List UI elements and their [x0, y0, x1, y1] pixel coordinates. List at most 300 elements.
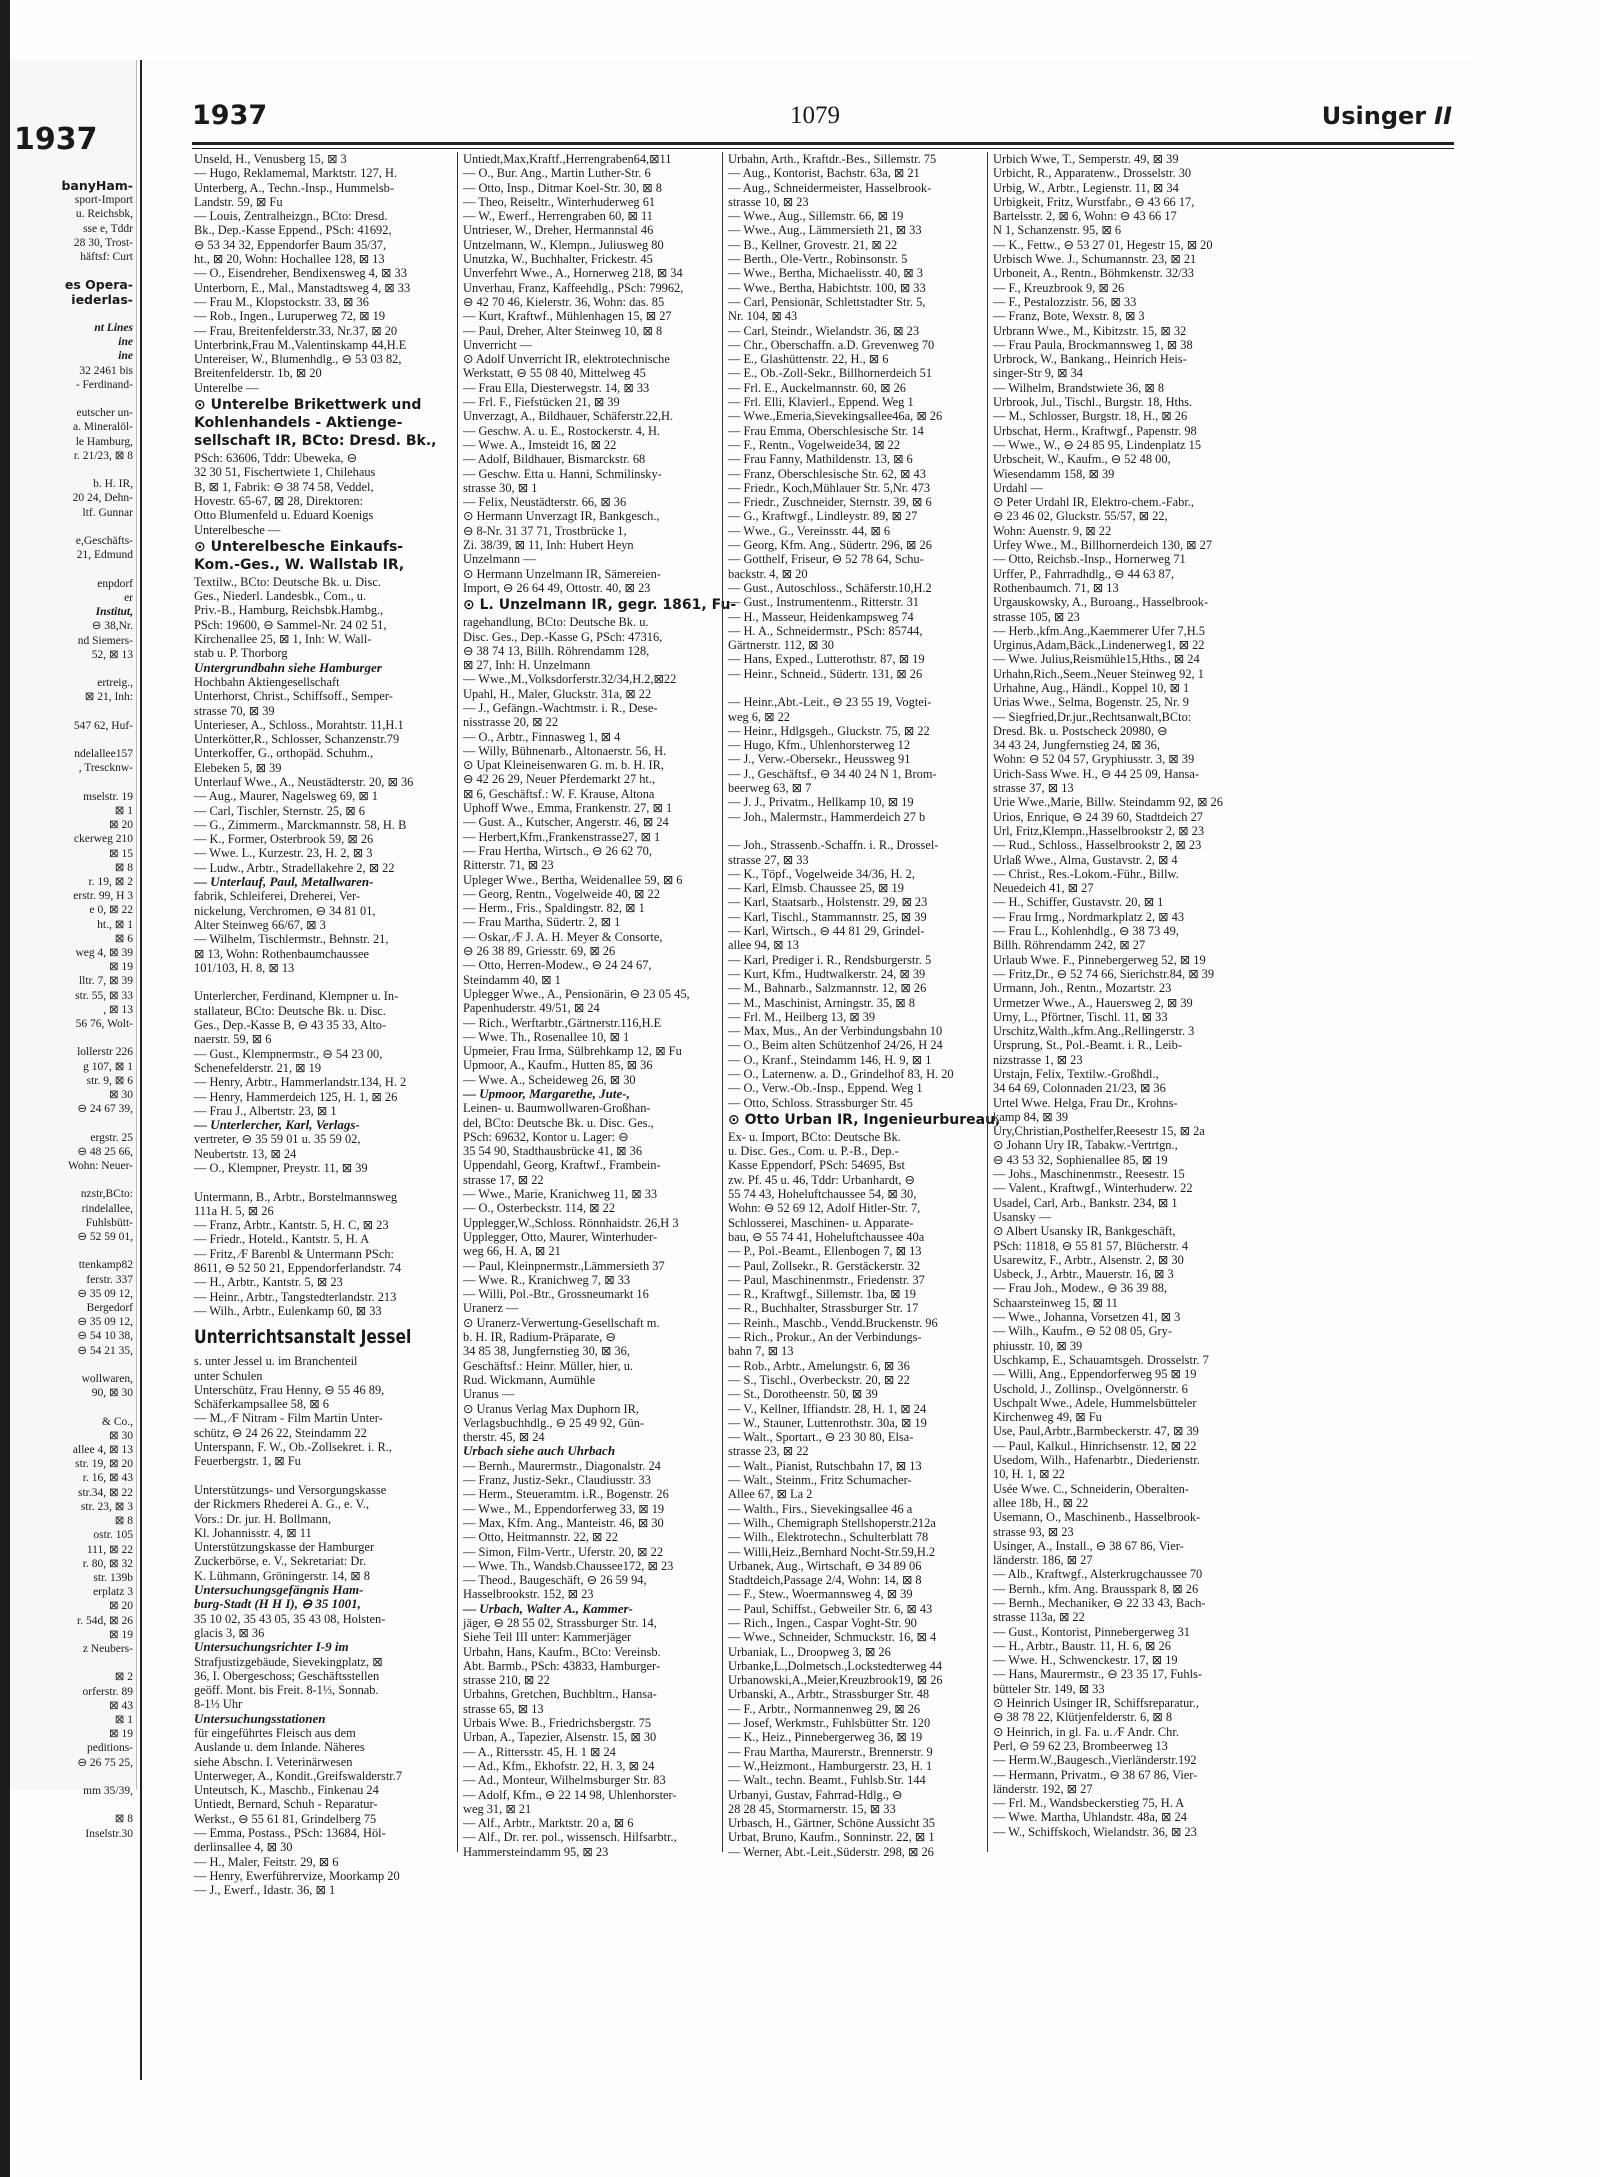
- directory-entry: — Frau M., Klopstockstr. 33, ⊠ 36: [194, 294, 369, 309]
- directory-entry: b. H. IR, Radium-Präparate, ⊖: [463, 1330, 616, 1345]
- directory-entry: — Wilh., Elektrotechn., Schulterblatt 78: [728, 1530, 929, 1545]
- directory-entry: — S., Tischl., Overbeckstr. 20, ⊠ 22: [728, 1372, 910, 1387]
- previous-page-line: ⊠ 8: [114, 1813, 133, 1826]
- directory-entry: Breitenfelderstr. 1b, ⊠ 20: [194, 366, 322, 381]
- directory-entry: Url, Fritz,Klempn.,Hasselbrookstr 2, ⊠ 23: [993, 823, 1205, 838]
- previous-page-line: str. 55, ⊠ 33: [75, 989, 133, 1002]
- directory-entry: — G., Kraftwgf., Lindleystr. 89, ⊠ 27: [728, 509, 918, 524]
- directory-entry: — Wwe., M., Eppendorferweg 33, ⊠ 19: [463, 1501, 665, 1516]
- directory-entry: — H., Masseur, Heidenkampsweg 74: [728, 609, 914, 624]
- directory-entry: Untzelmann, W., Klempn., Juliusweg 80: [463, 237, 664, 252]
- previous-page-line: ⊠ 19: [108, 1628, 133, 1641]
- previous-page-line: r. 21/23, ⊠ 8: [73, 449, 133, 462]
- directory-entry: — Reinh., Maschb., Vendd.Bruckenstr. 96: [728, 1315, 938, 1330]
- directory-entry: PSch: 63606, Tddr: Ubeweka, ⊖: [194, 451, 357, 466]
- directory-entry: Uschpalt Wwe., Adele, Hummelsbütteler: [993, 1395, 1197, 1410]
- directory-entry: — Paul, Maschinenmstr., Friedenstr. 37: [728, 1272, 925, 1287]
- directory-entry: Unverzagt, A., Bildhauer, Schäferstr.22,H.: [463, 409, 674, 424]
- directory-entry: für eingeführtes Fleisch aus dem: [194, 1725, 356, 1740]
- directory-entry: Unterhorst, Christ., Schiffsoff., Semper-: [194, 689, 393, 704]
- directory-entry: Urbaniak, L., Droopweg 3, ⊠ 26: [728, 1644, 891, 1659]
- directory-entry: ⊖ 26 38 89, Griesstr. 69, ⊠ 26: [463, 944, 616, 959]
- directory-entry: — Gust. A., Kutscher, Angerstr. 46, ⊠ 24: [463, 815, 669, 830]
- header-rule-thick: [192, 142, 1454, 145]
- directory-entry: del, BCto: Deutsche Bk. u. Disc. Ges.,: [463, 1115, 654, 1130]
- directory-entry: — Gust., Autoschloss., Schäferstr.10,H.2: [728, 580, 932, 595]
- previous-page-line: b. H. IR,: [93, 478, 133, 491]
- previous-page-line: banyHam-: [61, 178, 133, 193]
- directory-entry: Billh. Röhrendamm 242, ⊠ 27: [993, 938, 1146, 953]
- directory-entry: Otto Blumenfeld u. Eduard Koenigs: [194, 508, 374, 523]
- directory-entry: — Wwe. Th., Rosenallee 10, ⊠ 1: [463, 1029, 630, 1044]
- directory-entry: s. unter Jessel u. im Branchenteil: [194, 1354, 358, 1369]
- directory-entry: Urfey Wwe., M., Billhornerdeich 130, ⊠ 27: [993, 538, 1213, 553]
- previous-page-line: a. Mineralöl-: [72, 421, 133, 434]
- directory-entry: ⊠ 27, Inh: H. Unzelmann: [463, 658, 591, 673]
- directory-entry: Uphoff Wwe., Emma, Frankenstr. 27, ⊠ 1: [463, 801, 673, 816]
- previous-page-line: ht., ⊠ 1: [97, 918, 133, 931]
- directory-entry: — Adolf, Kfm., ⊖ 22 14 98, Uhlenhorster-: [463, 1787, 677, 1802]
- directory-entry: Allee 67, ⊠ La 2: [728, 1487, 813, 1502]
- directory-entry: ⊠ 6, Geschäftsf.: W. F. Krause, Altona: [463, 786, 655, 801]
- previous-page-line: ferstr. 337: [86, 1273, 133, 1286]
- previous-page-line: ⊠ 15: [108, 847, 133, 860]
- directory-entry: ragehandlung, BCto: Deutsche Bk. u.: [463, 615, 649, 630]
- directory-entry: — Alf., Arbtr., Marktstr. 20 a, ⊠ 6: [463, 1816, 634, 1831]
- directory-entry: ⊙ Otto Urban IR, Ingenieurbureau,: [728, 1111, 1001, 1128]
- directory-entry: — Karl, Elmsb. Chaussee 25, ⊠ 19: [728, 881, 904, 896]
- previous-page-line: er: [124, 591, 133, 604]
- directory-entry: PSch: 11818, ⊖ 55 81 57, Blücherstr. 4: [993, 1238, 1189, 1253]
- previous-page-line: ⊠ 8: [114, 1515, 133, 1528]
- header-year: 1937: [192, 100, 268, 131]
- previous-page-line: ckerweg 210: [73, 833, 133, 846]
- directory-entry: Urlaß Wwe., Alma, Gustavstr. 2, ⊠ 4: [993, 852, 1178, 867]
- previous-page-line: str.34, ⊠ 22: [77, 1486, 133, 1499]
- previous-page-line: rindelallee,: [81, 1202, 133, 1215]
- directory-entry: — Max, Mus., An der Verbindungsbahn 10: [728, 1024, 943, 1039]
- previous-page-line: weg 4, ⊠ 39: [75, 946, 133, 959]
- previous-page-line: iederlas-: [71, 291, 133, 307]
- directory-entry: weg 6, ⊠ 22: [728, 709, 791, 724]
- directory-entry: — Wwe., Bertha, Michaelisstr. 40, ⊠ 3: [728, 266, 923, 281]
- directory-entry: fabrik, Schleiferei, Dreherei, Ver-: [194, 889, 361, 904]
- directory-entry: Auslande u. dem Inlande. Näheres: [194, 1740, 365, 1755]
- directory-entry: Kl. Johannisstr. 4, ⊠ 11: [194, 1525, 312, 1540]
- previous-page-line: r. 16, ⊠ 43: [82, 1472, 133, 1485]
- directory-entry: Urboneit, A., Rentn., Böhmkenstr. 32/33: [993, 266, 1194, 281]
- directory-entry: — Frau Paula, Brockmannsweg 1, ⊠ 38: [993, 337, 1193, 352]
- directory-entry: Urias Wwe., Selma, Bogenstr. 25, Nr. 9: [993, 695, 1189, 710]
- directory-entry: Schlosserei, Maschinen- u. Apparate-: [728, 1215, 914, 1230]
- directory-entry: ⊖ 42 26 29, Neuer Pferdemarkt 27 ht.,: [463, 772, 656, 787]
- directory-entry: Upahl, H., Maler, Gluckstr. 31a, ⊠ 22: [463, 686, 652, 701]
- directory-entry: K. Lühmann, Gröningerstr. 14, ⊠ 8: [194, 1568, 370, 1583]
- previous-page-line: ⊖ 35 09 12,: [77, 1287, 133, 1300]
- directory-entry: Hochbahn Aktiengesellschaft: [194, 674, 340, 689]
- directory-entry: Uplegger Wwe., A., Pensionärin, ⊖ 23 05 45,: [463, 986, 690, 1001]
- directory-entry: Wohn: ⊖ 52 69 12, Adolf Hitler-Str. 7,: [728, 1201, 921, 1216]
- directory-entry: — Carl, Tischler, Sternstr. 25, ⊠ 6: [194, 803, 365, 818]
- previous-page-fragment: [10, 60, 137, 1840]
- directory-entry: [194, 1469, 452, 1483]
- directory-entry: Urschitz,Walth.,kfm.Ang.,Rellingerstr. 3: [993, 1024, 1195, 1039]
- previous-page-line: ⊠ 8: [114, 861, 133, 874]
- previous-page-line: sport-Import: [74, 194, 133, 207]
- directory-entry: Upmoor, A., Kaufm., Hutten 85, ⊠ 36: [463, 1058, 653, 1073]
- directory-entry: beerweg 63, ⊠ 7: [728, 781, 812, 796]
- directory-entry: — Frau Martha, Südertr. 2, ⊠ 1: [463, 915, 621, 930]
- directory-entry: 34 85 38, Jungfernstieg 30, ⊠ 36,: [463, 1344, 630, 1359]
- directory-entry: Unterstützungskasse der Hamburger: [194, 1540, 375, 1555]
- previous-page-line: ⊠ 2: [114, 1671, 133, 1684]
- previous-page-line: lollerstr 226: [77, 1046, 133, 1059]
- previous-page-line: ⊠ 19: [108, 1728, 133, 1741]
- directory-entry: Geschäftsf.: Heinr. Müller, hier, u.: [463, 1358, 634, 1373]
- directory-entry: — H., Maler, Feitstr. 29, ⊠ 6: [194, 1854, 339, 1869]
- directory-page: [140, 60, 1472, 2080]
- directory-entry: — Walt., Sportart., ⊖ 23 30 80, Elsa-: [728, 1430, 914, 1445]
- directory-entry: — H., Arbtr., Kantstr. 5, ⊠ 23: [194, 1275, 343, 1290]
- directory-entry: Hasselbrookstr. 152, ⊠ 23: [463, 1587, 594, 1602]
- directory-entry: — Wwe., Schneider, Schmuckstr. 16, ⊠ 4: [728, 1630, 937, 1645]
- directory-entry: ⊖ 38 78 22, Klütjenfelderstr. 6, ⊠ 8: [993, 1710, 1173, 1725]
- directory-entry: Kasse Eppendorf, PSch: 54695, Bst: [728, 1158, 905, 1173]
- previous-page-line: ⊖ 26 75 25,: [77, 1756, 133, 1769]
- directory-entry: Urbisch Wwe. J., Schumannstr. 23, ⊠ 21: [993, 252, 1197, 267]
- directory-entry: phiusstr. 10, ⊠ 39: [993, 1338, 1083, 1353]
- directory-entry: ⊖ 53 34 32, Eppendorfer Baum 35/37,: [194, 237, 387, 252]
- previous-page-line: ertreig.,: [97, 677, 133, 690]
- previous-page-line: 20 24, Dehn-: [72, 492, 133, 505]
- directory-entry: — F., Stew., Woermannsweg 4, ⊠ 39: [728, 1587, 913, 1602]
- directory-entry: Untiedt, Bernard, Schuh - Reparatur-: [194, 1797, 378, 1812]
- directory-entry: Urbasch, H., Gärtner, Schöne Aussicht 35: [728, 1816, 936, 1831]
- directory-entry: Strafjustizgebäude, Sievekingplatz, ⊠: [194, 1654, 383, 1669]
- directory-entry: — W., Stauner, Luttenrothstr. 30a, ⊠ 19: [728, 1415, 927, 1430]
- directory-entry: strasse 93, ⊠ 23: [993, 1524, 1074, 1539]
- directory-entry: Urgauskowsky, A., Buroang., Hasselbrook-: [993, 595, 1209, 610]
- directory-entry: — Otto, Insp., Ditmar Koel-Str. 30, ⊠ 8: [463, 180, 662, 195]
- scan-dark-edge: [0, 0, 10, 2177]
- previous-page-line: le Hamburg,: [75, 435, 133, 448]
- previous-page-line: 32 2461 bis: [79, 364, 133, 377]
- directory-entry: Kirchenallee 25, ⊠ 1, Inh: W. Wall-: [194, 632, 372, 647]
- directory-entry: Schäferkampsallee 58, ⊠ 6: [194, 1397, 329, 1412]
- directory-entry: — Frau J., Albertstr. 23, ⊠ 1: [194, 1103, 337, 1118]
- directory-entry: ⊙ Adolf Unverricht IR, elektrotechnische: [463, 352, 670, 367]
- directory-entry: — Frau Ella, Diesterwegstr. 14, ⊠ 33: [463, 380, 650, 395]
- previous-page-line: lltr. 7, ⊠ 39: [78, 975, 133, 988]
- directory-entry: Stadtdeich,Passage 2/4, Wohn: 14, ⊠ 8: [728, 1573, 922, 1588]
- directory-entry: Bk., Dep.-Kasse Eppend., PSch: 41692,: [194, 223, 392, 238]
- directory-entry: Ges., Niederl. Landesbk., Com., u.: [194, 589, 367, 604]
- directory-entry: — Herm.W.,Baugesch.,Vierländerstr.192: [993, 1753, 1197, 1768]
- directory-entry: Urlaub Wwe. F., Pinnebergerweg 52, ⊠ 19: [993, 952, 1206, 967]
- directory-entry: — Wwe., G., Vereinsstr. 44, ⊠ 6: [728, 523, 891, 538]
- directory-entry: — G., Zimmerm., Marckmannstr. 58, H. B: [194, 817, 407, 832]
- directory-entry: — Simon, Film-Vertr., Uferstr. 20, ⊠ 22: [463, 1544, 664, 1559]
- directory-entry: unter Schulen: [194, 1368, 263, 1383]
- directory-entry: allee 94, ⊠ 13: [728, 938, 799, 953]
- directory-entry: — Hugo, Reklamemal, Marktstr. 127, H.: [194, 166, 398, 181]
- previous-page-line: [10, 1116, 133, 1130]
- directory-entry: Usemann, O., Maschinenb., Hasselbrook-: [993, 1510, 1201, 1525]
- directory-entry: Urbahns, Gretchen, Buchbltrn., Hansa-: [463, 1687, 657, 1702]
- directory-entry: — Wwe., Johanna, Vorsetzen 41, ⊠ 3: [993, 1310, 1181, 1325]
- directory-entry: — Friedr., Koch,Mühlauer Str. 5,Nr. 473: [728, 480, 931, 495]
- directory-entry: — B., Kellner, Grovestr. 21, ⊠ 22: [728, 237, 898, 252]
- directory-entry: Upplegger,W.,Schloss. Rönnhaidstr. 26,H 3: [463, 1215, 679, 1230]
- directory-entry: Urbanowski,A.,Meier,Kreuzbrook19, ⊠ 26: [728, 1673, 943, 1688]
- header-place: Usinger: [1321, 102, 1427, 130]
- directory-entry: weg 31, ⊠ 21: [463, 1801, 532, 1816]
- directory-entry: ⊙ Uranus Verlag Max Duphorn IR,: [463, 1401, 640, 1416]
- directory-entry: Urbig, W., Arbtr., Legienstr. 11, ⊠ 34: [993, 180, 1179, 195]
- directory-entry: — Rob., Ingen., Luruperweg 72, ⊠ 19: [194, 309, 386, 324]
- directory-entry: — Frau Fanny, Mathildenstr. 13, ⊠ 6: [728, 452, 913, 467]
- previous-page-line: Institut,: [95, 606, 133, 619]
- directory-entry: ⊖ 8-Nr. 31 37 71, Trostbrücke 1,: [463, 523, 627, 538]
- directory-entry: — Aug., Kontorist, Bachstr. 63a, ⊠ 21: [728, 166, 920, 181]
- previous-page-line: ⊖ 35 09 12,: [77, 1316, 133, 1329]
- directory-entry: Rud. Wickmann, Aumühle: [463, 1372, 596, 1387]
- directory-entry: Bartelsstr. 2, ⊠ 6, Wohn: ⊖ 43 66 17: [993, 209, 1177, 224]
- directory-entry: — Joh., Malermstr., Hammerdeich 27 b: [728, 809, 926, 824]
- previous-page-line: ndelallee157: [74, 748, 133, 761]
- directory-entry: Usedom, Wilh., Hafenarbtr., Diederienstr.: [993, 1453, 1200, 1468]
- directory-entry: 35 10 02, 35 43 05, 35 43 08, Holsten-: [194, 1611, 386, 1626]
- directory-entry: — Geschw. A. u. E., Rostockerstr. 4, H.: [463, 423, 661, 438]
- header-volume: II: [1434, 102, 1452, 130]
- column-2: [457, 152, 737, 1859]
- previous-page-line: [10, 1798, 133, 1812]
- directory-entry: 35 54 90, Stadthausbrücke 41, ⊠ 36: [463, 1144, 643, 1159]
- directory-entry: — K., Töpf., Vogelweide 34/36, H. 2,: [728, 866, 915, 881]
- directory-entry: Untersuchungsstationen: [194, 1710, 326, 1726]
- directory-entry: Urbanyi, Gustav, Fahrrad-Hdlg., ⊖: [728, 1787, 903, 1802]
- directory-entry: Siehe Teil III unter: Kammerjäger: [463, 1630, 632, 1645]
- directory-entry: — Hans, Maurermstr., ⊖ 23 35 17, Fuhls-: [993, 1667, 1202, 1682]
- directory-entry: nickelung, Verchromen, ⊖ 34 81 01,: [194, 903, 376, 918]
- directory-entry: Unverfehrt Wwe., A., Hornerweg 218, ⊠ 34: [463, 266, 683, 281]
- directory-entry: — K., Former, Osterbrook 59, ⊠ 26: [194, 832, 374, 847]
- header-rule-thin: [192, 148, 1454, 149]
- previous-page-line: [10, 1400, 133, 1414]
- directory-entry: PSch: 19600, ⊖ Sammel-Nr. 24 02 51,: [194, 617, 387, 632]
- directory-entry: Unseld, H., Venusberg 15, ⊠ 3: [194, 152, 347, 166]
- directory-entry: schütz, ⊖ 24 26 22, Steindamm 22: [194, 1425, 367, 1440]
- directory-entry: strasse 27, ⊠ 33: [728, 852, 809, 867]
- directory-entry: Unterstützungs- und Versorgungskasse: [194, 1482, 387, 1497]
- directory-entry: — Otto, Herren-Modew., ⊖ 24 24 67,: [463, 958, 652, 973]
- directory-entry: Import, ⊖ 26 64 49, Ottostr. 40, ⊠ 23: [463, 580, 651, 595]
- directory-entry: — J., Gefängn.-Wachtmstr. i. R., Dese-: [463, 700, 658, 715]
- directory-entry: — Wwe. Th., Wandsb.Chaussee172, ⊠ 23: [463, 1558, 674, 1573]
- directory-entry: bütteler Str. 149, ⊠ 33: [993, 1681, 1105, 1696]
- directory-entry: Uschkamp, E., Schauamtsgeh. Drosselstr. 7: [993, 1352, 1209, 1367]
- directory-entry: strasse 105, ⊠ 23: [993, 609, 1080, 624]
- directory-entry: — O., Arbtr., Finnasweg 1, ⊠ 4: [463, 729, 621, 744]
- directory-entry: — Herm., Fris., Spaldingstr. 82, ⊠ 1: [463, 901, 645, 916]
- directory-entry: — Bernh., Mechaniker, ⊖ 22 33 43, Bach-: [993, 1595, 1206, 1610]
- directory-entry: — Johs., Maschinenmstr., Reesestr. 15: [993, 1167, 1185, 1182]
- directory-entry: — Alf., Dr. rer. pol., wissensch. Hilfsarbtr.,: [463, 1830, 677, 1845]
- directory-entry: — Bernh., Maurermstr., Diagonalstr. 24: [463, 1458, 661, 1473]
- previous-page-line: ⊠ 1: [114, 1713, 133, 1726]
- directory-entry: — O., Laternenw. a. D., Grindelhof 83, H. 20: [728, 1067, 954, 1081]
- directory-entry: — St., Dorotheenstr. 50, ⊠ 39: [728, 1387, 878, 1402]
- directory-entry: Uranus —: [463, 1387, 515, 1402]
- directory-entry: — O., Eisendreher, Bendixensweg 4, ⊠ 33: [194, 266, 407, 281]
- directory-entry: ht., ⊠ 20, Wohn: Hochallee 128, ⊠ 13: [194, 252, 385, 267]
- directory-entry: — Adolf, Bildhauer, Bismarckstr. 68: [463, 452, 646, 467]
- directory-entry: sellschaft IR, BCto: Dresd. Bk.,: [194, 433, 437, 450]
- directory-entry: Untergrundbahn siehe Hamburger: [194, 659, 382, 675]
- directory-entry: — Rud., Schloss., Hasselbrookstr 2, ⊠ 23: [993, 838, 1202, 853]
- directory-entry: — Unterlercher, Karl, Verlags-: [194, 1117, 360, 1133]
- directory-entry: nisstrasse 20, ⊠ 22: [463, 715, 559, 730]
- directory-entry: — Hermann, Privatm., ⊖ 38 67 86, Vier-: [993, 1767, 1198, 1782]
- directory-entry: Urbach siehe auch Uhrbach: [463, 1443, 616, 1459]
- directory-entry: Ury,Christian,Posthelfer,Reesestr 15, ⊠ 2a: [993, 1124, 1205, 1139]
- directory-entry: [728, 681, 982, 695]
- directory-entry: Unterborn, E., Mal., Manstadtsweg 4, ⊠ 33: [194, 280, 411, 295]
- directory-entry: — Carl, Steindr., Wielandstr. 36, ⊠ 23: [728, 323, 920, 338]
- directory-entry: 8611, ⊖ 52 50 21, Eppendorferlandstr. 74: [194, 1261, 402, 1276]
- previous-page-line: str. 9, ⊠ 6: [86, 1074, 133, 1087]
- directory-entry: Urny, L., Pförtner, Tischl. 11, ⊠ 33: [993, 1009, 1168, 1024]
- directory-entry: — J., Verw.-Obersekr., Heussweg 91: [728, 752, 911, 767]
- directory-entry: — F., Arbtr., Normannenweg 29, ⊠ 26: [728, 1701, 921, 1716]
- previous-page-line: 111, ⊠ 22: [86, 1543, 133, 1556]
- directory-entry: Unutzka, W., Buchhalter, Frickestr. 45: [463, 252, 653, 267]
- directory-entry: Ritterstr. 71, ⊠ 23: [463, 858, 554, 873]
- directory-entry: — Wwe.,M.,Volksdorferstr.32/34,H.2,⊠22: [463, 672, 677, 687]
- directory-entry: — Gust., Kontorist, Pinnebergerweg 31: [993, 1624, 1190, 1639]
- directory-entry: — Frau L., Kohlenhdlg., ⊖ 38 73 49,: [993, 924, 1179, 939]
- directory-entry: Unterberg, A., Techn.-Insp., Hummelsb-: [194, 180, 394, 195]
- directory-entry: — J. J., Privatm., Hellkamp 10, ⊠ 19: [728, 795, 914, 810]
- previous-page-line: , Trescknw-: [78, 762, 133, 775]
- directory-entry: — O., Verw.-Ob.-Insp., Eppend. Weg 1: [728, 1081, 923, 1096]
- previous-page-line: ⊠ 6: [114, 932, 133, 945]
- directory-entry: strasse 30, ⊠ 1: [463, 480, 538, 495]
- previous-page-line: ⊖ 38,Nr.: [91, 620, 133, 633]
- previous-page-line: [10, 562, 133, 576]
- directory-entry: Kom.-Ges., W. Wallstab IR,: [194, 556, 405, 573]
- previous-page-line: mselstr. 19: [83, 790, 133, 803]
- previous-page-line: ine: [118, 336, 133, 349]
- directory-entry: ⊙ Hermann Unzelmann IR, Sämereien-: [463, 566, 661, 581]
- directory-entry: — O., Klempner, Preystr. 11, ⊠ 39: [194, 1161, 368, 1175]
- directory-entry: jäger, ⊖ 28 55 02, Strassburger Str. 14,: [463, 1615, 657, 1630]
- previous-page-line: sse e, Tddr: [83, 222, 133, 235]
- directory-entry: — Paul, Zollsekr., R. Gerstäckerstr. 32: [728, 1258, 921, 1273]
- directory-entry: — Alb., Kraftwgf., Alsterkrugchaussee 70: [993, 1567, 1203, 1582]
- columns: [192, 152, 1454, 1898]
- directory-entry: Wiesendamm 158, ⊠ 39: [993, 466, 1115, 481]
- directory-entry: — Frau Joh., Modew., ⊖ 36 39 88,: [993, 1281, 1168, 1296]
- directory-entry: derlinsallee 4, ⊠ 30: [194, 1840, 293, 1855]
- directory-entry: Kohlenhandels - Aktienge-: [194, 415, 403, 432]
- previous-page-line: Bergedorf: [86, 1302, 133, 1315]
- directory-entry: Usée Wwe. C., Schneiderin, Oberalten-: [993, 1481, 1189, 1496]
- previous-page-line: [10, 662, 133, 676]
- previous-page-line: [10, 392, 133, 406]
- directory-entry: backstr. 4, ⊠ 20: [728, 566, 808, 581]
- directory-entry: Disc. Ges., Dep.-Kasse G, PSch: 47316,: [463, 629, 663, 644]
- directory-entry: geöff. Mont. bis Freit. 8-1⅓, Sonnab.: [194, 1683, 379, 1698]
- directory-entry: — Franz, Oberschlesische Str. 62, ⊠ 43: [728, 466, 926, 481]
- directory-entry: Urbrann Wwe., M., Kibitzstr. 15, ⊠ 32: [993, 323, 1187, 338]
- previous-page-line: [10, 520, 133, 534]
- directory-entry: Kirchenweg 49, ⊠ Fu: [993, 1410, 1102, 1425]
- directory-entry: — Wwe. Martha, Uhlandstr. 48a, ⊠ 24: [993, 1810, 1187, 1825]
- directory-entry: Elebeken 5, ⊠ 39: [194, 760, 282, 775]
- directory-entry: — Otto, Reichsb.-Insp., Hornerweg 71: [993, 552, 1186, 567]
- directory-entry: — Wilhelm, Brandstwiete 36, ⊠ 8: [993, 380, 1165, 395]
- directory-entry: strasse 37, ⊠ 13: [993, 781, 1074, 796]
- directory-entry: — Hans, Exped., Lutterothstr. 87, ⊠ 19: [728, 652, 925, 667]
- directory-entry: Verlagsbuchhdlg., ⊖ 25 49 92, Gün-: [463, 1415, 645, 1430]
- directory-entry: — Heinr., Hdlgsgeh., Gluckstr. 75, ⊠ 22: [728, 723, 930, 738]
- previous-page-line: ⊠ 20: [108, 1600, 133, 1613]
- directory-entry: — V., Kellner, Iffiandstr. 28, H. 1, ⊠ 24: [728, 1401, 927, 1416]
- directory-entry: Unterspann, F. W., Ob.-Zollsekret. i. R.,: [194, 1440, 392, 1455]
- directory-entry: Urdahl —: [993, 480, 1043, 495]
- directory-entry: Unterrichtsanstalt Jessel: [194, 1326, 412, 1349]
- directory-entry: — Frl. M., Wandsbeckerstieg 75, H. A: [993, 1796, 1185, 1811]
- directory-entry: — Ad., Monteur, Wilhelmsburger Str. 83: [463, 1773, 666, 1788]
- directory-entry: Urbanke,L.,Dolmetsch.,Lockstedterweg 44: [728, 1658, 943, 1673]
- directory-entry: — Wwe., W., ⊖ 24 85 95, Lindenplatz 15: [993, 437, 1202, 452]
- directory-entry: Usansky —: [993, 1209, 1052, 1224]
- previous-page-line: ⊖ 54 10 38,: [77, 1330, 133, 1343]
- directory-entry: — Henry, Ewerführervize, Moorkamp 20: [194, 1868, 400, 1883]
- directory-entry: Unterweger, A., Kondit.,Greifswalderstr.7: [194, 1768, 403, 1783]
- directory-entry: — E., Ob.-Zoll-Sekr., Billhornerdeich 51: [728, 366, 933, 381]
- directory-entry: Untereiser, W., Blumenhdlg., ⊖ 53 03 82,: [194, 352, 402, 367]
- directory-entry: Untiedt,Max,Kraftf.,Herrengraben64,⊠11: [463, 152, 672, 166]
- directory-entry: Uschold, J., Zollinsp., Ovelgönnerstr. 6: [993, 1381, 1188, 1396]
- directory-entry: ⊙ Upat Kleineisenwaren G. m. b. H. IR,: [463, 758, 665, 773]
- directory-entry: — W., Ewerf., Herrengraben 60, ⊠ 11: [463, 209, 653, 224]
- directory-entry: Steindamm 40, ⊠ 1: [463, 972, 561, 987]
- directory-entry: — F., Rentn., Vogelweide34, ⊠ 22: [728, 437, 901, 452]
- directory-entry: Urich-Sass Wwe. H., ⊖ 44 25 09, Hansa-: [993, 766, 1199, 781]
- directory-entry: Nr. 104, ⊠ 43: [728, 309, 798, 324]
- directory-entry: — Frl. Elli, Klavierl., Eppend. Weg 1: [728, 395, 914, 410]
- previous-page-line: str. 19, ⊠ 20: [75, 1458, 133, 1471]
- directory-entry: Untersuchungsgefängnis Ham-: [194, 1582, 364, 1598]
- directory-entry: ⊙ Heinrich Usinger IR, Schiffsreparatur.,: [993, 1696, 1199, 1711]
- previous-page-line: - Ferdinand-: [75, 378, 133, 391]
- directory-entry: therstr. 45, ⊠ 24: [463, 1430, 545, 1445]
- header-range: [1322, 102, 1452, 130]
- previous-page-line: [10, 307, 133, 321]
- directory-entry: strasse 23, ⊠ 22: [728, 1444, 809, 1459]
- directory-entry: ⊙ Unterelbe Brikettwerk und: [194, 397, 422, 414]
- directory-entry: — Heinr., Schneid., Südertr. 131, ⊠ 26: [728, 666, 923, 681]
- previous-page-line: ⊖ 24 67 39,: [77, 1103, 133, 1116]
- directory-entry: Urmann, Joh., Rentn., Mozartstr. 23: [993, 981, 1172, 996]
- previous-page-line: g 107, ⊠ 1: [83, 1060, 133, 1073]
- directory-entry: ⊖ 42 70 46, Kielerstr. 36, Wohn: das. 85: [463, 294, 665, 309]
- directory-entry: — Frau Hertha, Wirtsch., ⊖ 26 62 70,: [463, 843, 652, 858]
- directory-entry: — Wilhelm, Tischlermstr., Behnstr. 21,: [194, 932, 389, 947]
- directory-entry: Werkst., ⊖ 55 61 81, Grindelberg 75: [194, 1811, 377, 1826]
